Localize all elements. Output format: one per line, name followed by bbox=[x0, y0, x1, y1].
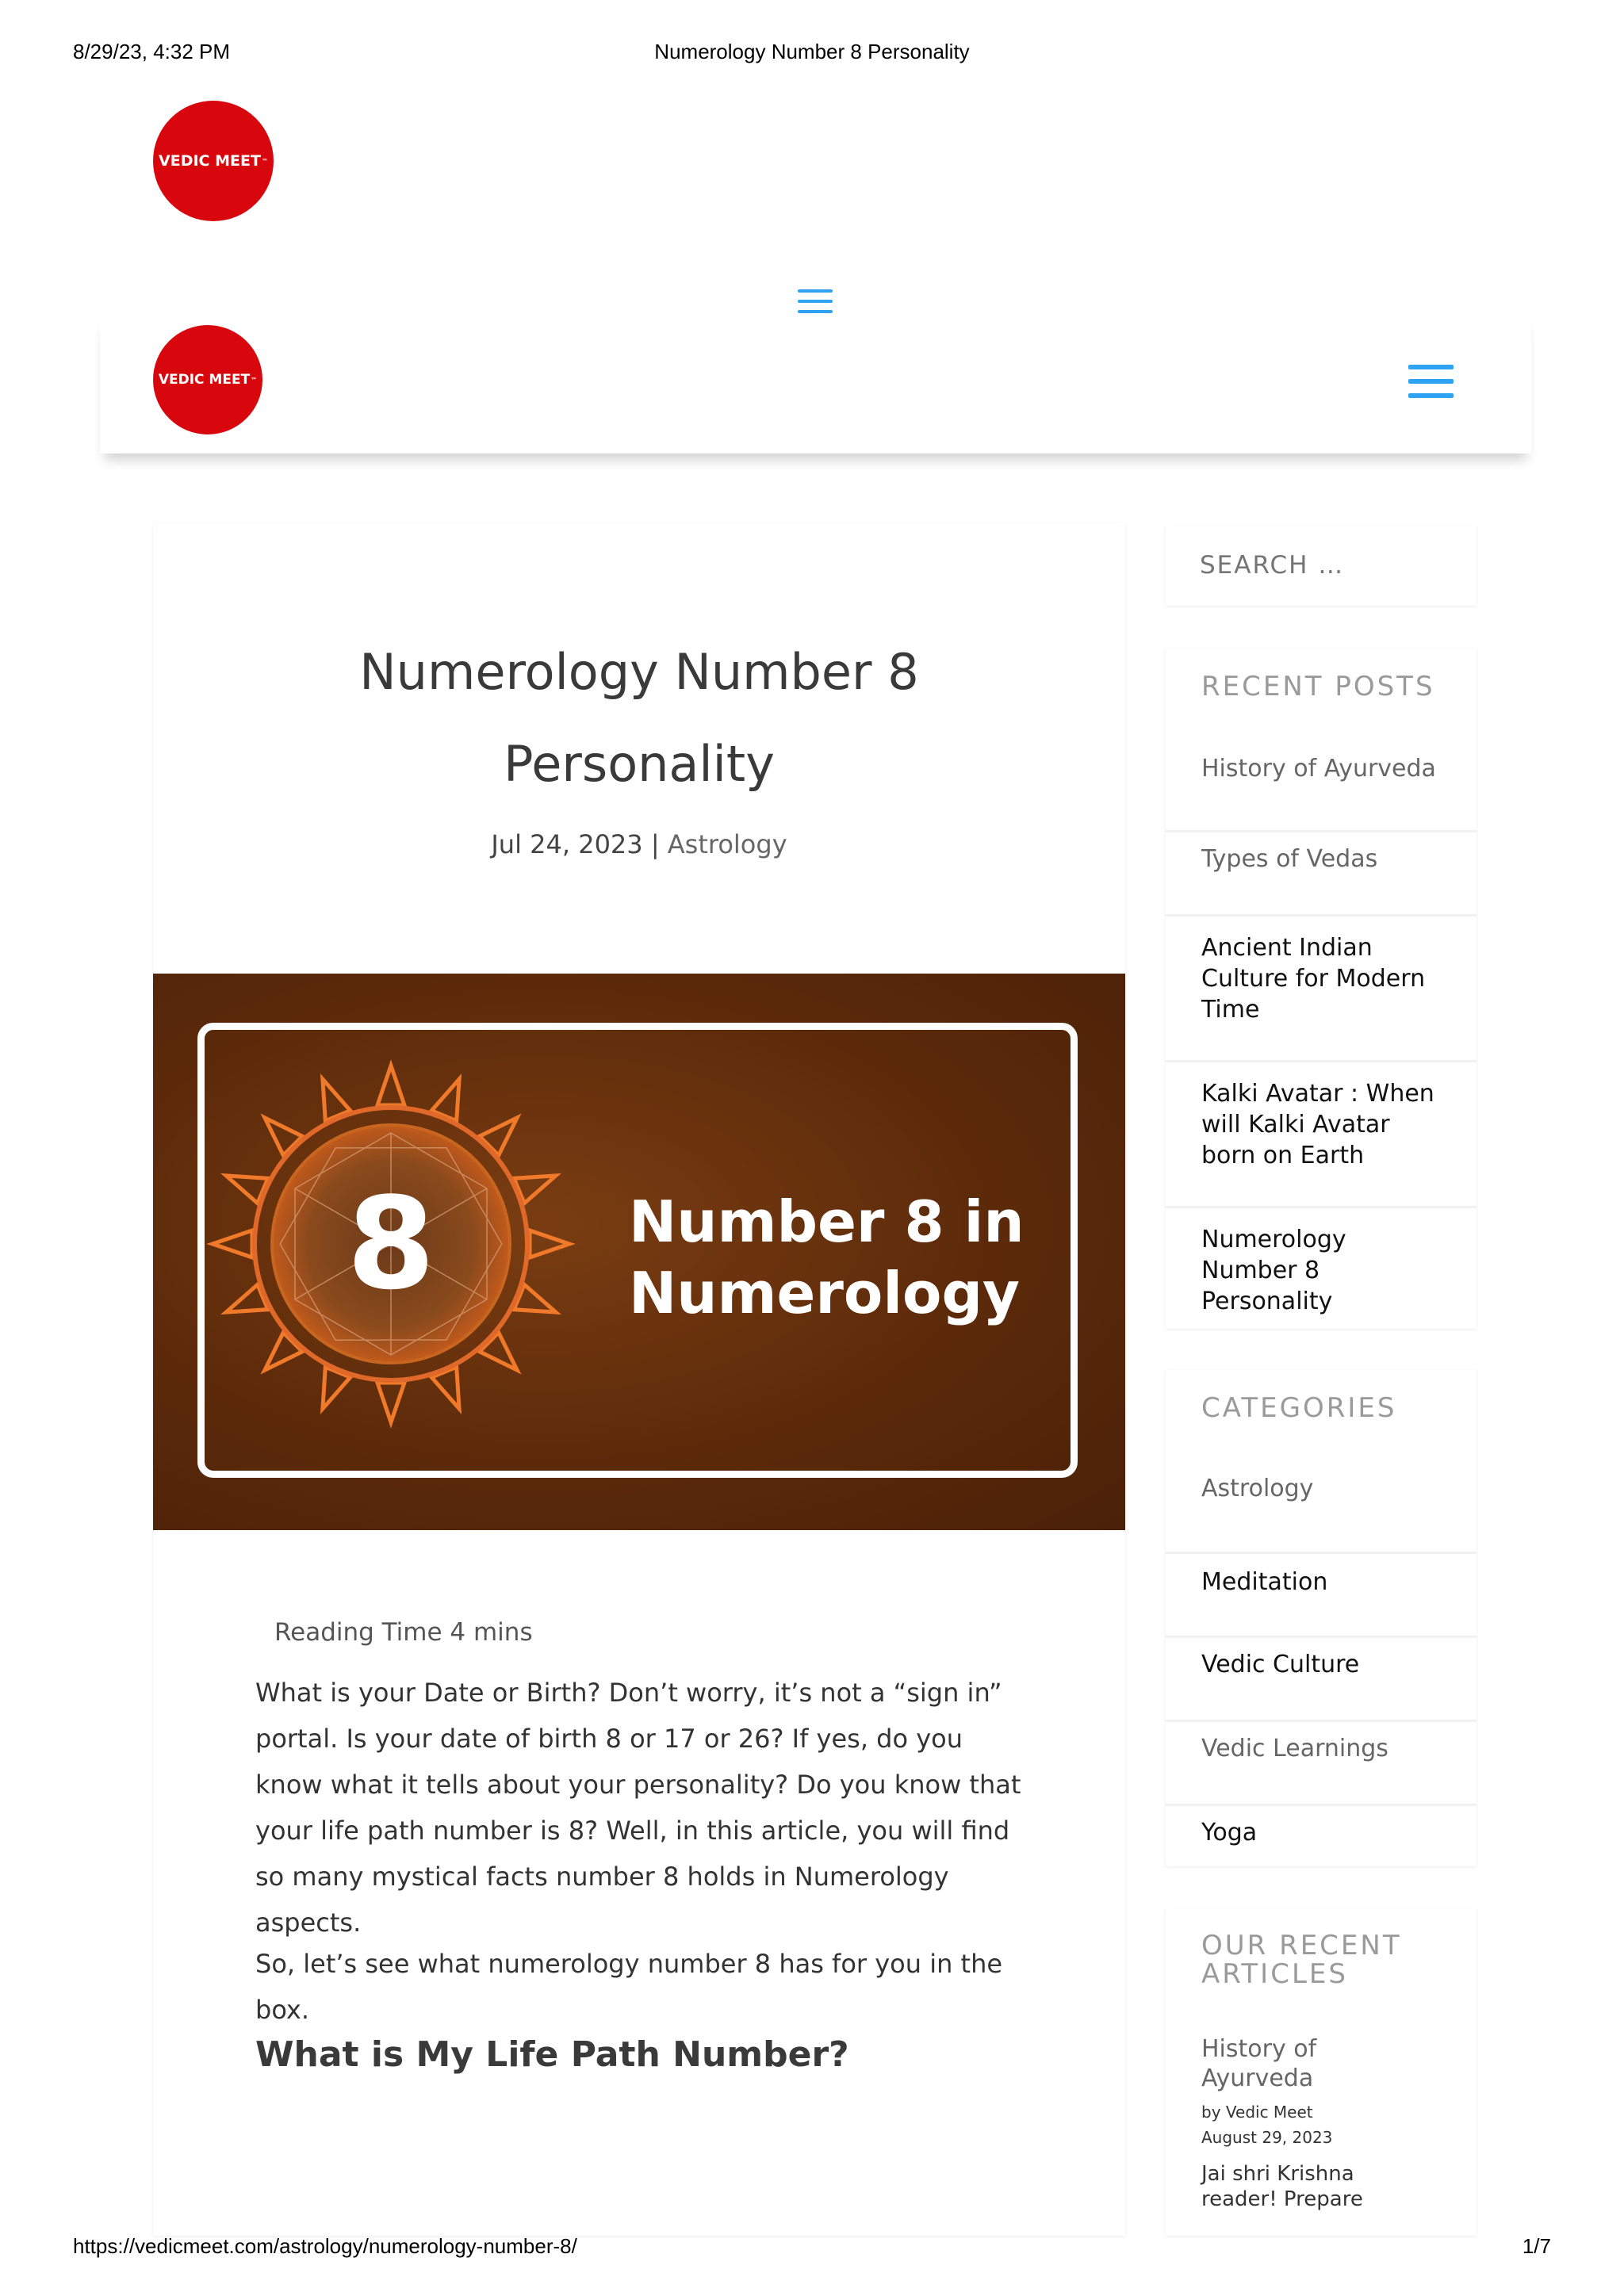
recent-post-title: History of Ayurveda bbox=[1201, 755, 1436, 783]
category-label: Vedic Learnings bbox=[1201, 1735, 1388, 1762]
recent-article-excerpt: Jai shri Krishna reader! Prepare bbox=[1201, 2162, 1363, 2211]
post-category-link[interactable]: Astrology bbox=[667, 829, 787, 859]
article-title bbox=[153, 626, 1125, 810]
categories-heading: CATEGORIES bbox=[1201, 1392, 1397, 1424]
article-paragraph-2: So, let’s see what numerology number 8 has for you in the box. bbox=[255, 1949, 1003, 2025]
sticky-header bbox=[100, 314, 1531, 453]
recent-post-title: Kalki Avatar : When will Kalki Avatar born on Earth bbox=[1201, 1080, 1434, 1169]
category-link[interactable] bbox=[1166, 1470, 1477, 1554]
post-date: Jul 24, 2023 bbox=[491, 829, 643, 859]
recent-post-title: Ancient Indian Culture for Modern Time bbox=[1201, 934, 1426, 1024]
category-label: Vedic Culture bbox=[1201, 1651, 1360, 1678]
hero-caption bbox=[629, 1186, 1073, 1329]
print-document-title: Numerology Number 8 Personality bbox=[654, 40, 970, 63]
recent-post-link[interactable] bbox=[1166, 1062, 1477, 1208]
categories-widget bbox=[1166, 1370, 1477, 1866]
recent-article-author: by Vedic Meet bbox=[1201, 2103, 1313, 2122]
featured-image bbox=[153, 974, 1125, 1530]
print-datetime: 8/29/23, 4:32 PM bbox=[73, 40, 231, 63]
category-link[interactable] bbox=[1166, 1806, 1477, 1866]
hero-caption-line2: Numerology bbox=[629, 1260, 1020, 1326]
category-label: Meditation bbox=[1201, 1568, 1328, 1596]
hero-caption-line1: Number 8 in bbox=[629, 1188, 1025, 1255]
print-page-number: 1/7 bbox=[1522, 2234, 1551, 2258]
search-input[interactable] bbox=[1166, 525, 1477, 606]
mandala-icon bbox=[205, 1058, 577, 1430]
header-logo-trademark: ™ bbox=[251, 376, 258, 384]
article-paragraph-1: What is your Date or Birth? Don’t worry, it’s not a “sign in” portal. Is your date of birth 8 or 17 or 26? If yes, do you know what it tells about your personality? Do you know that your life path number is 8? Well, in this article, you will find so many mystical facts number 8 holds in Numerology aspects. bbox=[255, 1678, 1021, 1938]
article-title-line2: Personality bbox=[504, 735, 775, 793]
recent-post-link[interactable] bbox=[1166, 1208, 1477, 1329]
article-meta bbox=[153, 829, 1125, 859]
recent-article-title-link[interactable]: History of Ayurveda bbox=[1201, 2035, 1317, 2092]
site-logo[interactable] bbox=[153, 101, 274, 221]
hero-number: 8 bbox=[347, 1169, 435, 1318]
recent-posts-widget bbox=[1166, 649, 1477, 1329]
meta-separator: | bbox=[650, 829, 660, 859]
recent-post-link[interactable] bbox=[1166, 750, 1477, 832]
category-link[interactable] bbox=[1166, 1554, 1477, 1638]
recent-articles-widget bbox=[1166, 1908, 1477, 2236]
recent-post-title: Types of Vedas bbox=[1201, 845, 1378, 873]
recent-post-title: Numerology Number 8 Personality bbox=[1201, 1226, 1346, 1315]
recent-posts-heading: RECENT POSTS bbox=[1201, 671, 1435, 702]
recent-article-date: August 29, 2023 bbox=[1201, 2128, 1333, 2147]
header-logo[interactable] bbox=[153, 325, 262, 434]
article-title-line1: Numerology Number 8 bbox=[359, 643, 919, 701]
recent-post-link[interactable] bbox=[1166, 832, 1477, 916]
print-url: https://vedicmeet.com/astrology/numerology-number-8/ bbox=[73, 2234, 577, 2258]
reading-time: Reading Time 4 mins bbox=[274, 1618, 533, 1647]
header-logo-text: VEDIC MEET bbox=[158, 372, 251, 388]
category-link[interactable] bbox=[1166, 1722, 1477, 1806]
menu-icon[interactable] bbox=[798, 289, 833, 313]
category-label: Astrology bbox=[1201, 1475, 1314, 1502]
header-menu-icon[interactable] bbox=[1408, 365, 1454, 398]
recent-articles-heading: OUR RECENT ARTICLES bbox=[1201, 1930, 1402, 1990]
recent-post-link[interactable] bbox=[1166, 916, 1477, 1062]
section-heading: What is My Life Path Number? bbox=[255, 2034, 849, 2075]
logo-text: VEDIC MEET bbox=[159, 152, 261, 170]
category-label: Yoga bbox=[1201, 1819, 1258, 1846]
logo-trademark: ™ bbox=[261, 157, 268, 165]
category-link[interactable] bbox=[1166, 1638, 1477, 1722]
search-widget[interactable] bbox=[1166, 525, 1477, 606]
